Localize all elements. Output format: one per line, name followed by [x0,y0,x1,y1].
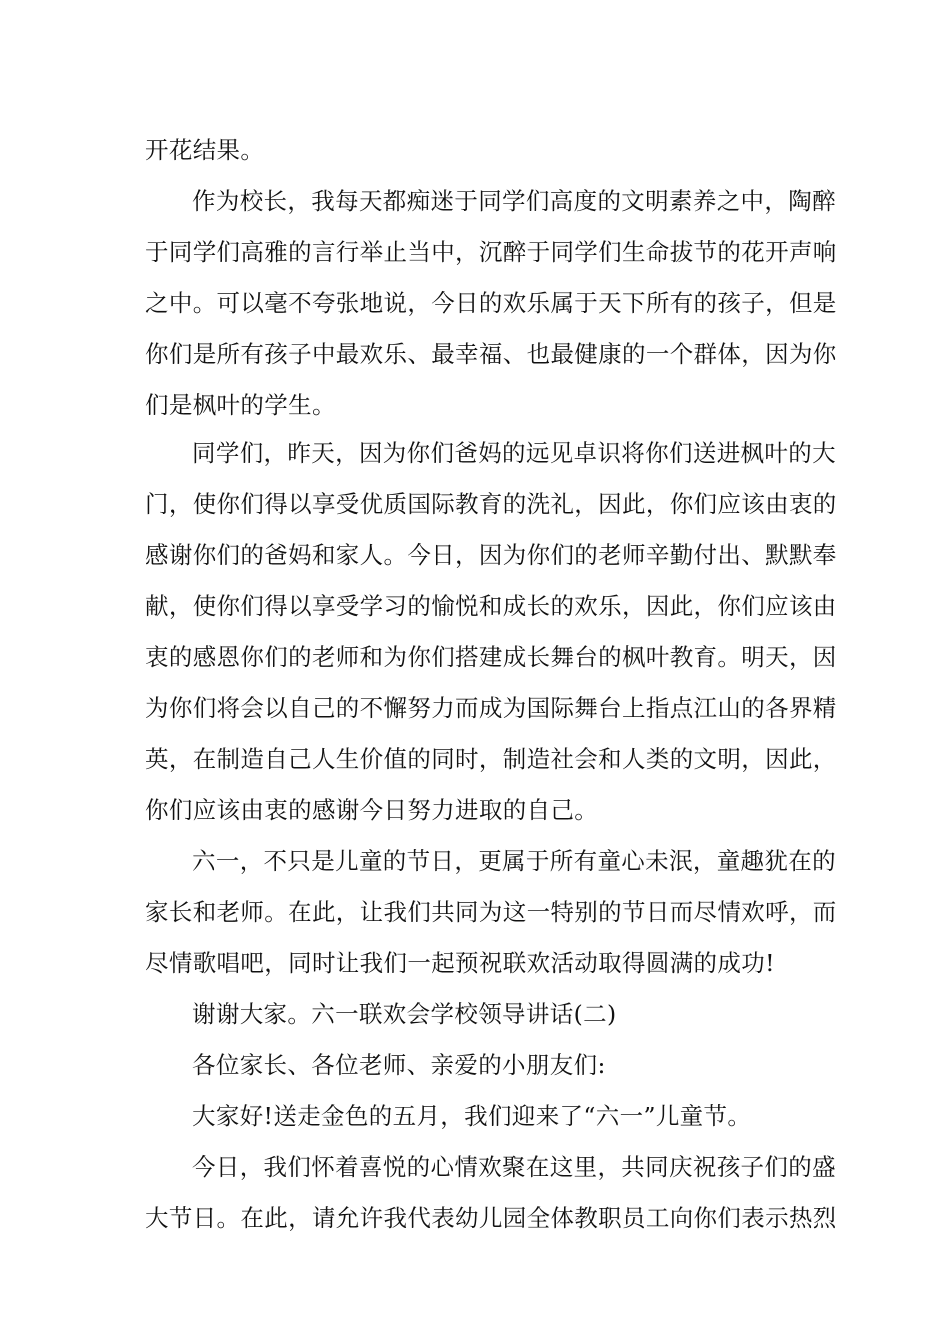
text-line: 献，使你们得以享受学习的愉悦和成长的欢乐，因此，你们应该由 [145,592,837,620]
greeting: 大家好!送走金色的五月，我们迎来了“六一”儿童节。 [192,1102,752,1130]
text-line: 们是枫叶的学生。 [145,391,336,419]
text-line: 衷的感恩你们的老师和为你们搭建成长舞台的枫叶教育。明天，因 [145,643,837,671]
text-line: 尽情歌唱吧，同时让我们一起预祝联欢活动取得圆满的成功! [145,949,775,977]
text-line: 你们是所有孩子中最欢乐、最幸福、也最健康的一个群体，因为你 [145,340,837,368]
text-line: 家长和老师。在此，让我们共同为这一特别的节日而尽情欢呼，而 [145,898,837,926]
text-line: 之中。可以毫不夸张地说，今日的欢乐属于天下所有的孩子，但是 [145,289,837,317]
paragraph-start: 六一，不只是儿童的节日，更属于所有童心未泯，童趣犹在的 [192,847,836,875]
text-line: 门，使你们得以享受优质国际教育的洗礼，因此，你们应该由衷的 [145,490,837,518]
text-line: 你们应该由衷的感谢今日努力进取的自己。 [145,796,599,824]
paragraph-start: 今日，我们怀着喜悦的心情欢聚在这里，共同庆祝孩子们的盛 [192,1153,836,1181]
paragraph-start: 同学们，昨天，因为你们爸妈的远见卓识将你们送进枫叶的大 [192,439,836,467]
text-line: 为你们将会以自己的不懈努力而成为国际舞台上指点江山的各界精 [145,694,837,722]
text-line: 于同学们高雅的言行举止当中，沉醉于同学们生命拔节的花开声响 [145,238,837,266]
paragraph-start: 作为校长，我每天都痴迷于同学们高度的文明素养之中，陶醉 [192,187,836,215]
text-line: 英，在制造自己人生价值的同时，制造社会和人类的文明，因此， [145,745,837,773]
text-line: 感谢你们的爸妈和家人。今日，因为你们的老师辛勤付出、默默奉 [145,541,837,569]
section-heading: 谢谢大家。六一联欢会学校领导讲话(二) [192,1000,617,1028]
text-line: 开花结果。 [145,136,265,164]
text-line: 大节日。在此，请允许我代表幼儿园全体教职员工向你们表示热烈 [145,1204,837,1232]
salutation: 各位家长、各位老师、亲爱的小朋友们: [192,1051,606,1079]
